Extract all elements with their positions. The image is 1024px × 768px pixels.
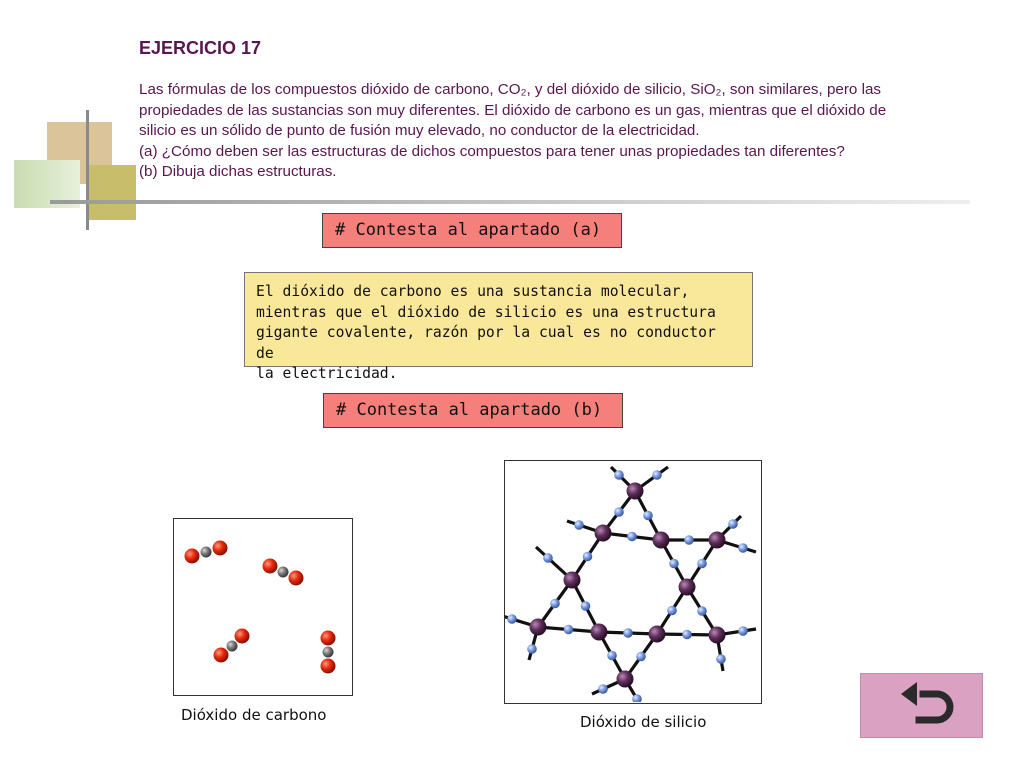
statement-line: Las fórmulas de los compuestos dióxido de carbono, CO₂, y del dióxido de silicio, SiO₂, son similares, pero las bbox=[139, 81, 881, 98]
silicon-atom bbox=[649, 626, 666, 643]
co2-molecule bbox=[321, 631, 336, 674]
oxygen-atom bbox=[738, 626, 748, 636]
silicon-atom bbox=[595, 525, 612, 542]
oxygen-atom bbox=[669, 559, 679, 569]
silicon-atom bbox=[627, 483, 644, 500]
decor-vertical-line bbox=[86, 110, 89, 230]
silicon-atom bbox=[709, 627, 726, 644]
answer-line: El dióxido de carbono es una sustancia molecular, bbox=[256, 283, 690, 300]
co2-molecule bbox=[214, 629, 250, 663]
oxygen-atom bbox=[623, 628, 633, 638]
co2-molecule bbox=[263, 559, 304, 586]
silicon-atom bbox=[617, 671, 634, 688]
sio2-diagram bbox=[504, 460, 762, 704]
silicon-atom bbox=[653, 532, 670, 549]
oxygen-atom bbox=[627, 532, 637, 542]
statement-line: propiedades de las sustancias son muy diferentes. El dióxido de carbono es un gas, mientras que el dióxido de bbox=[139, 101, 887, 119]
statement-line: (b) Dibuja dichas estructuras. bbox=[139, 163, 337, 180]
oxygen-atom bbox=[214, 648, 229, 663]
statement-line: silicio es un sólido de punto de fusión muy elevado, no conductor de la electricidad. bbox=[139, 122, 700, 139]
oxygen-atom bbox=[667, 606, 677, 616]
oxygen-atom bbox=[738, 543, 748, 553]
oxygen-atom bbox=[607, 651, 617, 661]
oxygen-atom bbox=[235, 629, 250, 644]
oxygen-atom bbox=[643, 511, 653, 521]
silicon-atom bbox=[679, 579, 696, 596]
oxygen-atom bbox=[583, 552, 593, 562]
oxygen-atom bbox=[598, 684, 608, 694]
carbon-atom bbox=[201, 547, 212, 558]
oxygen-atom bbox=[614, 507, 624, 517]
oxygen-atom bbox=[321, 659, 336, 674]
oxygen-atom bbox=[684, 535, 694, 545]
decor-horizontal-line bbox=[50, 200, 970, 204]
answer-line: la electricidad. bbox=[256, 365, 398, 382]
oxygen-atom bbox=[550, 599, 560, 609]
oxygen-atom bbox=[527, 644, 537, 654]
oxygen-atom bbox=[652, 470, 662, 480]
co2-caption: Dióxido de carbono bbox=[181, 706, 327, 724]
oxygen-atom bbox=[716, 654, 726, 664]
sio2-network-svg bbox=[505, 461, 760, 702]
oxygen-atom bbox=[697, 559, 707, 569]
oxygen-atom bbox=[581, 601, 591, 611]
oxygen-atom bbox=[213, 541, 228, 556]
oxygen-atom bbox=[728, 519, 738, 529]
oxygen-atom bbox=[543, 553, 553, 563]
carbon-atom bbox=[278, 567, 289, 578]
answer-line: gigante covalente, razón por la cual es no conductor de bbox=[256, 324, 716, 362]
statement-line: (a) ¿Cómo deben ser las estructuras de dichos compuestos para tener unas propiedades tan diferentes? bbox=[139, 142, 845, 160]
oxygen-atom bbox=[574, 520, 584, 530]
part-a-answer bbox=[244, 272, 753, 382]
co2-molecule bbox=[185, 541, 228, 564]
oxygen-atom bbox=[614, 470, 624, 480]
co2-diagram bbox=[173, 518, 353, 696]
carbon-atom bbox=[227, 641, 238, 652]
oxygen-atom bbox=[697, 606, 707, 616]
sio2-caption: Dióxido de silicio bbox=[580, 713, 707, 731]
oxygen-atom bbox=[321, 631, 336, 646]
oxygen-atom bbox=[682, 630, 692, 640]
silicon-atom bbox=[709, 532, 726, 549]
oxygen-atom bbox=[564, 625, 574, 635]
part-a-label: # Contesta al apartado (a) bbox=[322, 213, 622, 248]
answer-line: mientras que el dióxido de silicio es una estructura bbox=[256, 303, 716, 321]
part-b-label: # Contesta al apartado (b) bbox=[323, 393, 623, 428]
silicon-atom bbox=[591, 624, 608, 641]
carbon-atom bbox=[323, 647, 334, 658]
exercise-title: EJERCICIO 17 bbox=[139, 38, 262, 58]
return-arrow-icon bbox=[861, 674, 984, 739]
silicon-atom bbox=[564, 572, 581, 589]
decor-square-olive bbox=[88, 165, 136, 220]
oxygen-atom bbox=[263, 559, 278, 574]
oxygen-atom bbox=[185, 549, 200, 564]
oxygen-atom bbox=[507, 614, 517, 624]
silicon-atom bbox=[530, 619, 547, 636]
oxygen-atom bbox=[636, 652, 646, 662]
oxygen-atom bbox=[289, 571, 304, 586]
return-button[interactable] bbox=[860, 673, 983, 738]
co2-molecules-svg bbox=[174, 519, 351, 694]
exercise-statement bbox=[139, 80, 989, 183]
